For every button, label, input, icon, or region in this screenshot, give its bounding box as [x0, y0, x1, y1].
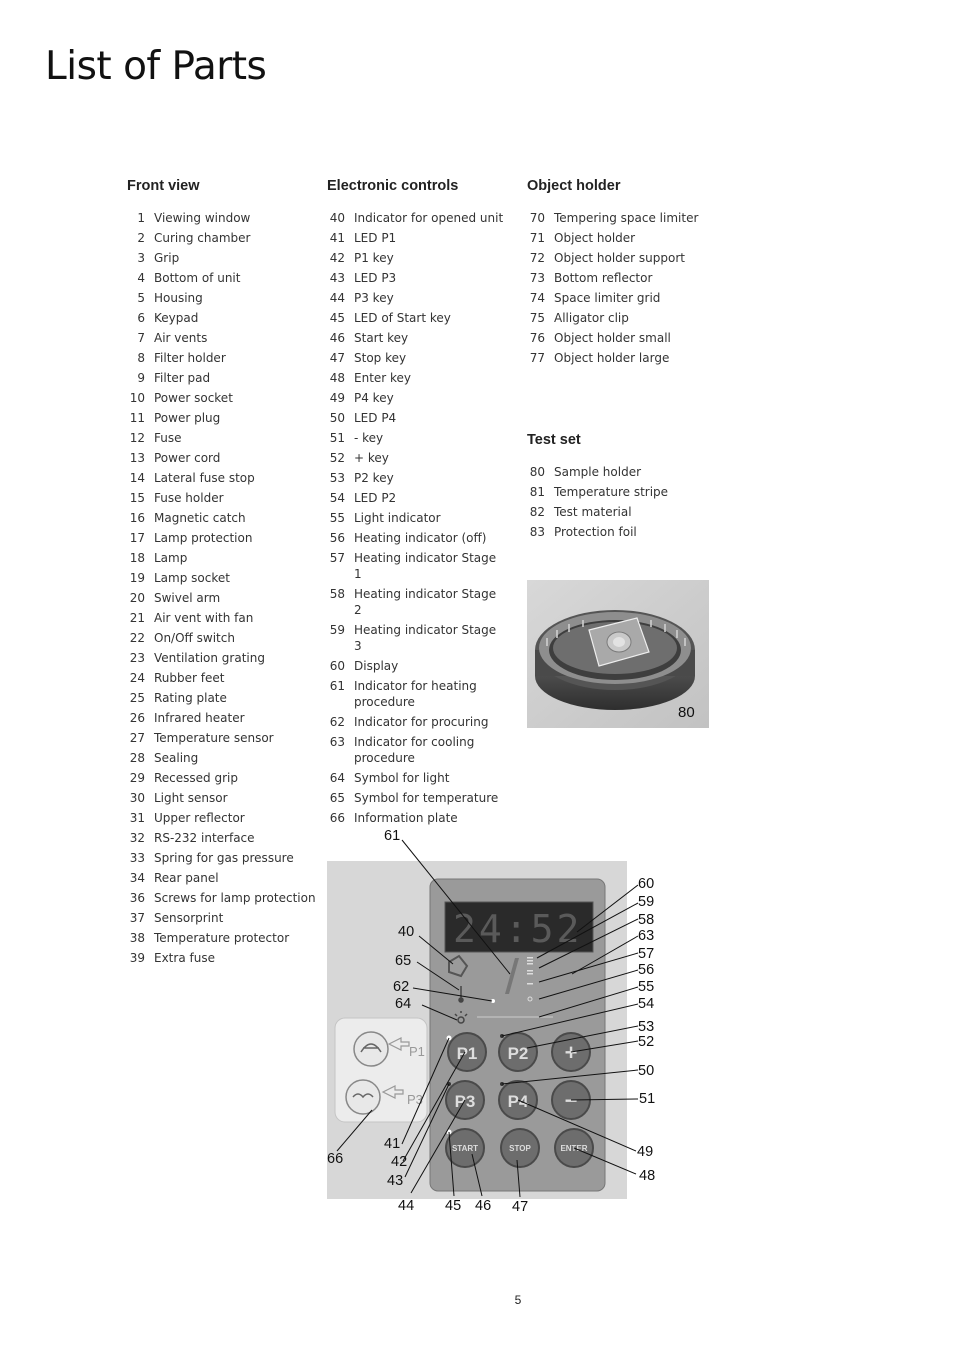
- item-number: 40: [329, 211, 345, 225]
- item-number: 32: [129, 831, 145, 845]
- item-label: Lateral fuse stop: [154, 471, 255, 485]
- list-item: [127, 570, 317, 586]
- item-number: 80: [529, 465, 545, 479]
- item-number: 34: [129, 871, 145, 885]
- item-label: Light indicator: [354, 511, 441, 525]
- item-label: Air vents: [154, 331, 208, 345]
- list-item: [127, 510, 317, 526]
- item-label: Rating plate: [154, 691, 227, 705]
- item-number: 46: [329, 331, 345, 345]
- list-item: [327, 790, 507, 806]
- list-item: [127, 410, 317, 426]
- section-heading: Test set: [527, 432, 581, 448]
- callout-50: 50: [638, 1063, 655, 1079]
- callout-53: 53: [638, 1019, 655, 1035]
- item-label: Rubber feet: [154, 671, 225, 685]
- item-label: Sensorprint: [154, 911, 224, 925]
- list-item: [327, 210, 507, 226]
- item-number: 72: [529, 251, 545, 265]
- item-number: 70: [529, 211, 545, 225]
- list-item: [327, 450, 507, 466]
- item-label: Heating indicator (off): [354, 531, 487, 545]
- item-number: 14: [129, 471, 145, 485]
- item-number: 65: [329, 791, 345, 805]
- list-item: [527, 250, 717, 266]
- display-readout: 24:52: [453, 907, 583, 951]
- item-label: Extra fuse: [154, 951, 215, 965]
- item-label: Keypad: [154, 311, 199, 325]
- electronic-controls-section: [327, 178, 507, 830]
- item-number: 25: [129, 691, 145, 705]
- list-item: [127, 310, 317, 326]
- item-number: 71: [529, 231, 545, 245]
- item-label: P4 key: [354, 391, 394, 405]
- item-number: 36: [129, 891, 145, 905]
- p3-key-label: P3: [454, 1092, 476, 1111]
- item-label: LED P1: [354, 231, 397, 245]
- item-number: 1: [137, 211, 145, 225]
- item-label: Information plate: [354, 811, 458, 825]
- item-number: 61: [329, 679, 345, 693]
- item-label: P2 key: [354, 471, 394, 485]
- item-label: Spring for gas pressure: [154, 851, 294, 865]
- item-number: 52: [329, 451, 345, 465]
- list-item: [127, 670, 317, 686]
- item-number: 22: [129, 631, 145, 645]
- list-item: [527, 270, 717, 286]
- callout-49: 49: [637, 1144, 654, 1160]
- item-label: Recessed grip: [154, 771, 238, 785]
- list-item: [527, 310, 717, 326]
- list-item: [527, 330, 717, 346]
- list-item: [527, 350, 717, 366]
- item-label: Fuse holder: [154, 491, 224, 505]
- list-item: [327, 678, 507, 710]
- callout-55: 55: [638, 979, 655, 995]
- item-label: Viewing window: [154, 211, 251, 225]
- list-item: [327, 290, 507, 306]
- callout-40: 40: [398, 924, 415, 940]
- list-item: [127, 710, 317, 726]
- list-item: [327, 586, 507, 618]
- item-label: Ventilation grating: [154, 651, 265, 665]
- list-item: [527, 230, 717, 246]
- item-number: 23: [129, 651, 145, 665]
- item-label: P3 key: [354, 291, 394, 305]
- item-label: Air vent with fan: [154, 611, 254, 625]
- p2-key[interactable]: [499, 1033, 537, 1071]
- item-number: 76: [529, 331, 545, 345]
- object-holder-section: [527, 178, 717, 370]
- list-item: [327, 230, 507, 246]
- section-heading: Front view: [127, 178, 200, 194]
- item-number: 21: [129, 611, 145, 625]
- callout-58: 58: [638, 912, 655, 928]
- item-label: Object holder: [554, 231, 636, 245]
- callout-43: 43: [387, 1173, 404, 1189]
- item-label: P1 key: [354, 251, 394, 265]
- enter-key-label: ENTER: [560, 1144, 588, 1153]
- item-number: 42: [329, 251, 345, 265]
- item-number: 19: [129, 571, 145, 585]
- callout-51: 51: [639, 1091, 656, 1107]
- item-number: 82: [529, 505, 545, 519]
- item-number: 54: [329, 491, 345, 505]
- plus-key-label: +: [564, 1040, 578, 1065]
- item-label: Display: [354, 659, 399, 673]
- item-label: Start key: [354, 331, 409, 345]
- item-label: LED of Start key: [354, 311, 451, 325]
- item-number: 39: [129, 951, 145, 965]
- list-item: [327, 714, 507, 730]
- item-number: 47: [329, 351, 345, 365]
- list-item: [127, 210, 317, 226]
- section-heading: Object holder: [527, 178, 621, 194]
- item-label: LED P4: [354, 411, 397, 425]
- item-label: Tempering space limiter: [554, 211, 699, 225]
- item-label: Indicator for cooling procedure: [354, 735, 475, 765]
- item-number: 20: [129, 591, 145, 605]
- front-view-section: [127, 178, 317, 970]
- item-number: 50: [329, 411, 345, 425]
- item-label: Curing chamber: [154, 231, 251, 245]
- item-number: 66: [329, 811, 345, 825]
- item-label: Object holder small: [554, 331, 671, 345]
- item-number: 27: [129, 731, 145, 745]
- list-item: [327, 430, 507, 446]
- item-label: Heating indicator Stage 3: [354, 623, 497, 653]
- item-number: 3: [137, 251, 145, 265]
- callout-66: 66: [327, 1151, 344, 1167]
- item-label: Space limiter grid: [554, 291, 661, 305]
- item-label: Heating indicator Stage 1: [354, 551, 497, 581]
- item-label: On/Off switch: [154, 631, 235, 645]
- callout-64: 64: [395, 996, 412, 1012]
- list-item: [127, 530, 317, 546]
- list-item: [527, 464, 717, 480]
- list-item: [127, 250, 317, 266]
- item-number: 9: [137, 371, 145, 385]
- list-item: [127, 350, 317, 366]
- item-label: Lamp protection: [154, 531, 253, 545]
- item-label: Symbol for light: [354, 771, 450, 785]
- item-number: 43: [329, 271, 345, 285]
- item-number: 38: [129, 931, 145, 945]
- callout-54: 54: [638, 996, 655, 1012]
- item-label: LED P3: [354, 271, 397, 285]
- list-item: [527, 484, 717, 500]
- item-number: 10: [129, 391, 145, 405]
- callout-56: 56: [638, 962, 655, 978]
- page-number: 5: [514, 1293, 522, 1307]
- item-label: Protection foil: [554, 525, 637, 539]
- item-label: RS-232 interface: [154, 831, 255, 845]
- item-label: Stop key: [354, 351, 407, 365]
- list-item: [527, 524, 717, 540]
- item-number: 77: [529, 351, 545, 365]
- item-number: 45: [329, 311, 345, 325]
- item-number: 51: [329, 431, 345, 445]
- list-item: [327, 350, 507, 366]
- item-number: 73: [529, 271, 545, 285]
- list-item: [127, 950, 317, 966]
- item-number: 44: [329, 291, 345, 305]
- item-number: 30: [129, 791, 145, 805]
- item-label: Power cord: [154, 451, 221, 465]
- list-item: [127, 790, 317, 806]
- item-label: Lamp socket: [154, 571, 230, 585]
- item-label: Grip: [154, 251, 180, 265]
- parts-list: [527, 210, 717, 366]
- callout-59: 59: [638, 894, 655, 910]
- list-item: [127, 330, 317, 346]
- item-label: Bottom of unit: [154, 271, 241, 285]
- item-number: 48: [329, 371, 345, 385]
- parts-list: [527, 464, 717, 540]
- list-item: [127, 550, 317, 566]
- item-label: Screws for lamp protection: [154, 891, 316, 905]
- list-item: [127, 430, 317, 446]
- p4-key-label: P4: [507, 1092, 529, 1111]
- item-number: 8: [137, 351, 145, 365]
- list-item: [127, 630, 317, 646]
- item-label: Infrared heater: [154, 711, 245, 725]
- list-item: [127, 850, 317, 866]
- item-number: 75: [529, 311, 545, 325]
- item-number: 57: [329, 551, 345, 565]
- list-item: [127, 370, 317, 386]
- item-number: 6: [137, 311, 145, 325]
- list-item: [127, 610, 317, 626]
- section-heading: Electronic controls: [327, 178, 459, 194]
- list-item: [127, 590, 317, 606]
- p2-key-label: P2: [507, 1044, 529, 1063]
- stop-key-label: STOP: [509, 1144, 531, 1153]
- item-label: Rear panel: [154, 871, 219, 885]
- list-item: [127, 490, 317, 506]
- item-number: 58: [329, 587, 345, 601]
- item-label: - key: [354, 431, 384, 445]
- list-item: [327, 530, 507, 546]
- list-item: [127, 830, 317, 846]
- callout-62: 62: [393, 979, 410, 995]
- list-item: [327, 390, 507, 406]
- item-label: Bottom reflector: [554, 271, 653, 285]
- list-item: [527, 504, 717, 520]
- list-item: [527, 290, 717, 306]
- item-number: 4: [137, 271, 145, 285]
- item-number: 55: [329, 511, 345, 525]
- list-item: [327, 370, 507, 386]
- item-number: 15: [129, 491, 145, 505]
- list-item: [127, 470, 317, 486]
- item-number: 18: [129, 551, 145, 565]
- list-item: [327, 250, 507, 266]
- item-label: Upper reflector: [154, 811, 245, 825]
- list-item: [127, 890, 317, 906]
- list-item: [127, 930, 317, 946]
- minus-key-label: −: [564, 1088, 578, 1113]
- p1-key[interactable]: [448, 1033, 486, 1071]
- item-number: 53: [329, 471, 345, 485]
- item-number: 16: [129, 511, 145, 525]
- information-plate: [335, 1018, 427, 1122]
- list-item: [327, 734, 507, 766]
- callout-52: 52: [638, 1034, 655, 1050]
- list-item: [127, 770, 317, 786]
- list-item: [127, 910, 317, 926]
- list-item: [127, 870, 317, 886]
- item-label: Indicator for heating procedure: [354, 679, 477, 709]
- list-item: [327, 770, 507, 786]
- list-item: [127, 270, 317, 286]
- item-number: 83: [529, 525, 545, 539]
- item-label: Temperature stripe: [554, 485, 669, 499]
- test-set-section: [527, 432, 717, 544]
- item-label: Temperature sensor: [154, 731, 274, 745]
- item-number: 7: [137, 331, 145, 345]
- callout-45: 45: [445, 1198, 462, 1214]
- list-item: [327, 490, 507, 506]
- stop-key[interactable]: [501, 1129, 539, 1167]
- item-label: Symbol for temperature: [354, 791, 499, 805]
- item-number: 62: [329, 715, 345, 729]
- item-number: 59: [329, 623, 345, 637]
- item-number: 26: [129, 711, 145, 725]
- item-number: 28: [129, 751, 145, 765]
- callout-44: 44: [398, 1198, 415, 1214]
- list-item: [327, 270, 507, 286]
- start-key-label: START: [451, 1144, 479, 1153]
- item-label: Power socket: [154, 391, 233, 405]
- item-label: Temperature protector: [154, 931, 290, 945]
- list-item: [127, 730, 317, 746]
- item-label: Magnetic catch: [154, 511, 246, 525]
- control-panel-diagram: [327, 824, 687, 1224]
- item-label: Object holder large: [554, 351, 670, 365]
- callout-63: 63: [638, 928, 655, 944]
- plate-p1-label: P1: [409, 1044, 425, 1059]
- parts-list: [327, 210, 507, 826]
- item-label: Sample holder: [554, 465, 642, 479]
- item-label: Sealing: [154, 751, 199, 765]
- item-label: Light sensor: [154, 791, 228, 805]
- item-number: 29: [129, 771, 145, 785]
- callout-60: 60: [638, 876, 655, 892]
- list-item: [127, 390, 317, 406]
- item-label: Filter holder: [154, 351, 226, 365]
- item-label: Power plug: [154, 411, 221, 425]
- callout-41: 41: [384, 1136, 401, 1152]
- list-item: [127, 650, 317, 666]
- item-number: 64: [329, 771, 345, 785]
- callout-61: 61: [384, 828, 401, 844]
- item-number: 17: [129, 531, 145, 545]
- callout-47: 47: [512, 1199, 529, 1215]
- list-item: [127, 230, 317, 246]
- item-label: Filter pad: [154, 371, 211, 385]
- photo-callout-label: 80: [678, 704, 695, 721]
- item-number: 60: [329, 659, 345, 673]
- item-label: Object holder support: [554, 251, 685, 265]
- item-number: 13: [129, 451, 145, 465]
- list-item: [327, 310, 507, 326]
- list-item: [127, 290, 317, 306]
- list-item: [327, 410, 507, 426]
- item-label: LED P2: [354, 491, 397, 505]
- item-number: 11: [129, 411, 145, 425]
- callout-48: 48: [639, 1168, 656, 1184]
- list-item: [327, 330, 507, 346]
- list-item: [327, 550, 507, 582]
- item-label: Heating indicator Stage 2: [354, 587, 497, 617]
- list-item: [127, 450, 317, 466]
- list-item: [127, 690, 317, 706]
- list-item: [327, 622, 507, 654]
- list-item: [127, 810, 317, 826]
- item-number: 5: [137, 291, 145, 305]
- denture-icon: [354, 1032, 388, 1066]
- plate-p3-label: P3: [407, 1092, 423, 1107]
- item-number: 49: [329, 391, 345, 405]
- callout-42: 42: [391, 1154, 408, 1170]
- item-label: Test material: [554, 505, 632, 519]
- item-number: 31: [129, 811, 145, 825]
- item-label: + key: [354, 451, 389, 465]
- item-number: 37: [129, 911, 145, 925]
- item-label: Fuse: [154, 431, 182, 445]
- page-title: List of Parts: [45, 44, 267, 89]
- list-item: [327, 658, 507, 674]
- item-label: Housing: [154, 291, 203, 305]
- p1-key-label: P1: [456, 1044, 478, 1063]
- item-label: Indicator for procuring: [354, 715, 489, 729]
- item-number: 81: [529, 485, 545, 499]
- item-number: 74: [529, 291, 545, 305]
- item-label: Indicator for opened unit: [354, 211, 504, 225]
- item-label: Alligator clip: [554, 311, 629, 325]
- callout-46: 46: [475, 1198, 492, 1214]
- callout-65: 65: [395, 953, 412, 969]
- item-label: Swivel arm: [154, 591, 221, 605]
- item-number: 33: [129, 851, 145, 865]
- parts-list: [127, 210, 317, 966]
- item-label: Enter key: [354, 371, 412, 385]
- item-label: Lamp: [154, 551, 188, 565]
- item-number: 41: [329, 231, 345, 245]
- list-item: [527, 210, 717, 226]
- item-number: 63: [329, 735, 345, 749]
- list-item: [327, 510, 507, 526]
- item-number: 12: [129, 431, 145, 445]
- item-number: 2: [137, 231, 145, 245]
- item-number: 24: [129, 671, 145, 685]
- callout-57: 57: [638, 946, 655, 962]
- list-item: [327, 470, 507, 486]
- list-item: [127, 750, 317, 766]
- item-number: 56: [329, 531, 345, 545]
